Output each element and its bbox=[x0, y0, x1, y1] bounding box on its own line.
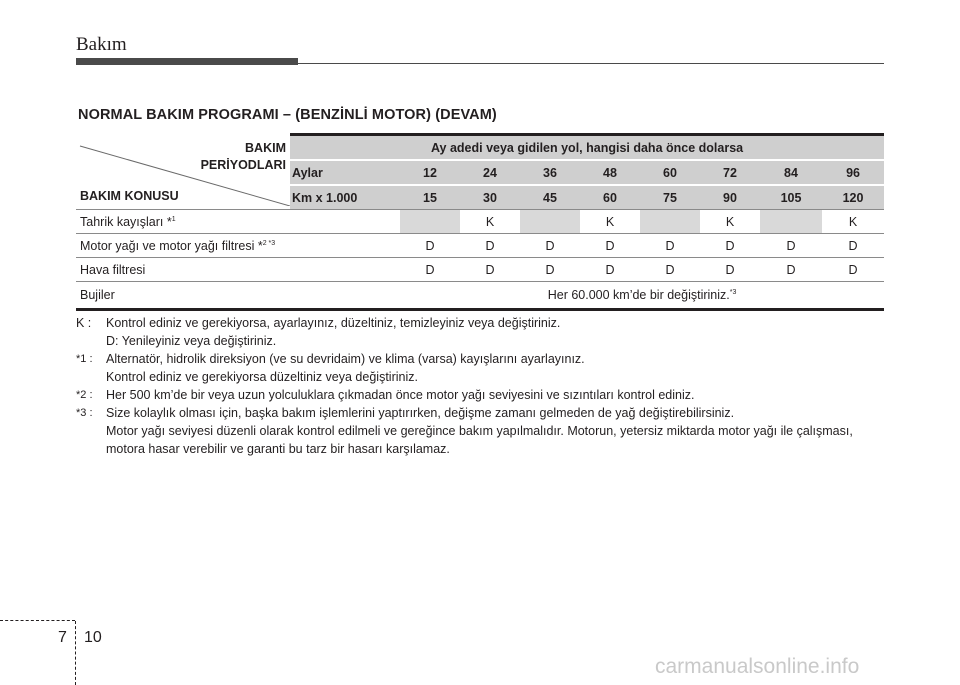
schedule-cell: D bbox=[580, 258, 640, 282]
table-row bbox=[76, 258, 884, 282]
footer-rule bbox=[0, 620, 75, 621]
footnotes bbox=[76, 314, 888, 458]
month-cell: 48 bbox=[580, 160, 640, 185]
schedule-cell: D bbox=[400, 234, 460, 258]
page-number: 10 bbox=[84, 629, 102, 646]
schedule-cell: K bbox=[700, 210, 760, 234]
schedule-cell: D bbox=[822, 258, 884, 282]
month-cell: 84 bbox=[760, 160, 822, 185]
schedule-cell: D bbox=[400, 258, 460, 282]
schedule-cell: D bbox=[460, 234, 520, 258]
month-cell: 24 bbox=[460, 160, 520, 185]
item-cell: Motor yağı ve motor yağı filtresi *$^{2 *3}$ bbox=[76, 234, 400, 258]
km-cell: 30 bbox=[460, 185, 520, 210]
km-cell: 105 bbox=[760, 185, 822, 210]
schedule-cell: K bbox=[580, 210, 640, 234]
maintenance-table bbox=[76, 133, 884, 311]
month-cell: 36 bbox=[520, 160, 580, 185]
months-label: Aylar bbox=[290, 160, 400, 185]
month-cell: 72 bbox=[700, 160, 760, 185]
footer-divider bbox=[75, 621, 76, 685]
schedule-cell: D bbox=[460, 258, 520, 282]
schedule-cell: K bbox=[460, 210, 520, 234]
schedule-cell bbox=[760, 210, 822, 234]
bujiler-schedule-cell: Her 60.000 km’de bir değiştiriniz.$^{*3}$ bbox=[400, 282, 884, 310]
note-1-cont: Kontrol ediniz ve gerekiyorsa düzeltiniz veya değiştiriniz. bbox=[106, 370, 418, 384]
note-3-cont: Motor yağı seviyesi düzenli olarak kontrol edilmeli ve gereğince bakım yapılmalıdır. Motorun, yetersiz miktarda motor yağı ile çalışması, motora hasar verebilir ve garanti bu tarz bir hasarı karşılamaz. bbox=[106, 424, 853, 456]
header-bar bbox=[76, 58, 298, 65]
schedule-cell: D bbox=[700, 258, 760, 282]
schedule-cell: D bbox=[520, 258, 580, 282]
chapter-number: 7 bbox=[58, 629, 67, 646]
schedule-cell: D bbox=[640, 258, 700, 282]
month-cell: 60 bbox=[640, 160, 700, 185]
schedule-cell: D bbox=[520, 234, 580, 258]
corner-label-bakim-konusu: BAKIM KONUSU bbox=[80, 188, 179, 203]
corner-label-bakim: BAKIM bbox=[245, 140, 286, 155]
table-corner-header bbox=[76, 135, 290, 210]
watermark: carmanualsonline.info bbox=[655, 655, 860, 678]
schedule-cell: D bbox=[822, 234, 884, 258]
schedule-cell bbox=[400, 210, 460, 234]
item-cell: Bujiler bbox=[76, 282, 400, 310]
km-cell: 60 bbox=[580, 185, 640, 210]
table-row bbox=[76, 210, 884, 234]
corner-label-periyodlari: PERİYODLARI bbox=[200, 157, 286, 172]
schedule-cell: D bbox=[700, 234, 760, 258]
note-d: D: Yenileyiniz veya değiştiriniz. bbox=[106, 334, 277, 348]
span-header: Ay adedi veya gidilen yol, hangisi daha önce dolarsa bbox=[290, 135, 884, 161]
note-2: *2 : Her 500 km’de bir veya uzun yolculuklara çıkmadan önce motor yağı seviyesini ve sızıntıları kontrol ediniz. bbox=[76, 388, 695, 402]
schedule-cell: D bbox=[760, 234, 822, 258]
section-title: NORMAL BAKIM PROGRAMI – (BENZİNLİ MOTOR) (DEVAM) bbox=[78, 107, 497, 123]
table-row bbox=[76, 282, 884, 310]
item-cell: Tahrik kayışları *$^1$ bbox=[76, 210, 400, 234]
schedule-cell: D bbox=[580, 234, 640, 258]
schedule-cell: D bbox=[760, 258, 822, 282]
schedule-cell: K bbox=[822, 210, 884, 234]
schedule-cell bbox=[520, 210, 580, 234]
month-cell: 12 bbox=[400, 160, 460, 185]
km-cell: 45 bbox=[520, 185, 580, 210]
note-1: *1 : Alternatör, hidrolik direksiyon (ve su devridaim) ve klima (varsa) kayışlarını ayarlayınız. bbox=[76, 352, 585, 366]
item-cell: Hava filtresi bbox=[76, 258, 400, 282]
note-3: *3 : Size kolaylık olması için, başka bakım işlemlerini yaptırırken, değişme zamanı gelmeden de yağ değiştirebilirsiniz. bbox=[76, 406, 735, 420]
km-cell: 75 bbox=[640, 185, 700, 210]
table-row bbox=[76, 234, 884, 258]
month-cell: 96 bbox=[822, 160, 884, 185]
note-k: K : Kontrol ediniz ve gerekiyorsa, ayarlayınız, düzeltiniz, temizleyiniz veya değiştiriniz. bbox=[76, 316, 561, 330]
page-header-title: Bakım bbox=[76, 34, 127, 55]
km-cell: 120 bbox=[822, 185, 884, 210]
km-cell: 15 bbox=[400, 185, 460, 210]
schedule-cell: D bbox=[640, 234, 700, 258]
header-rule bbox=[298, 63, 884, 64]
schedule-cell bbox=[640, 210, 700, 234]
km-cell: 90 bbox=[700, 185, 760, 210]
km-label: Km x 1.000 bbox=[290, 185, 400, 210]
